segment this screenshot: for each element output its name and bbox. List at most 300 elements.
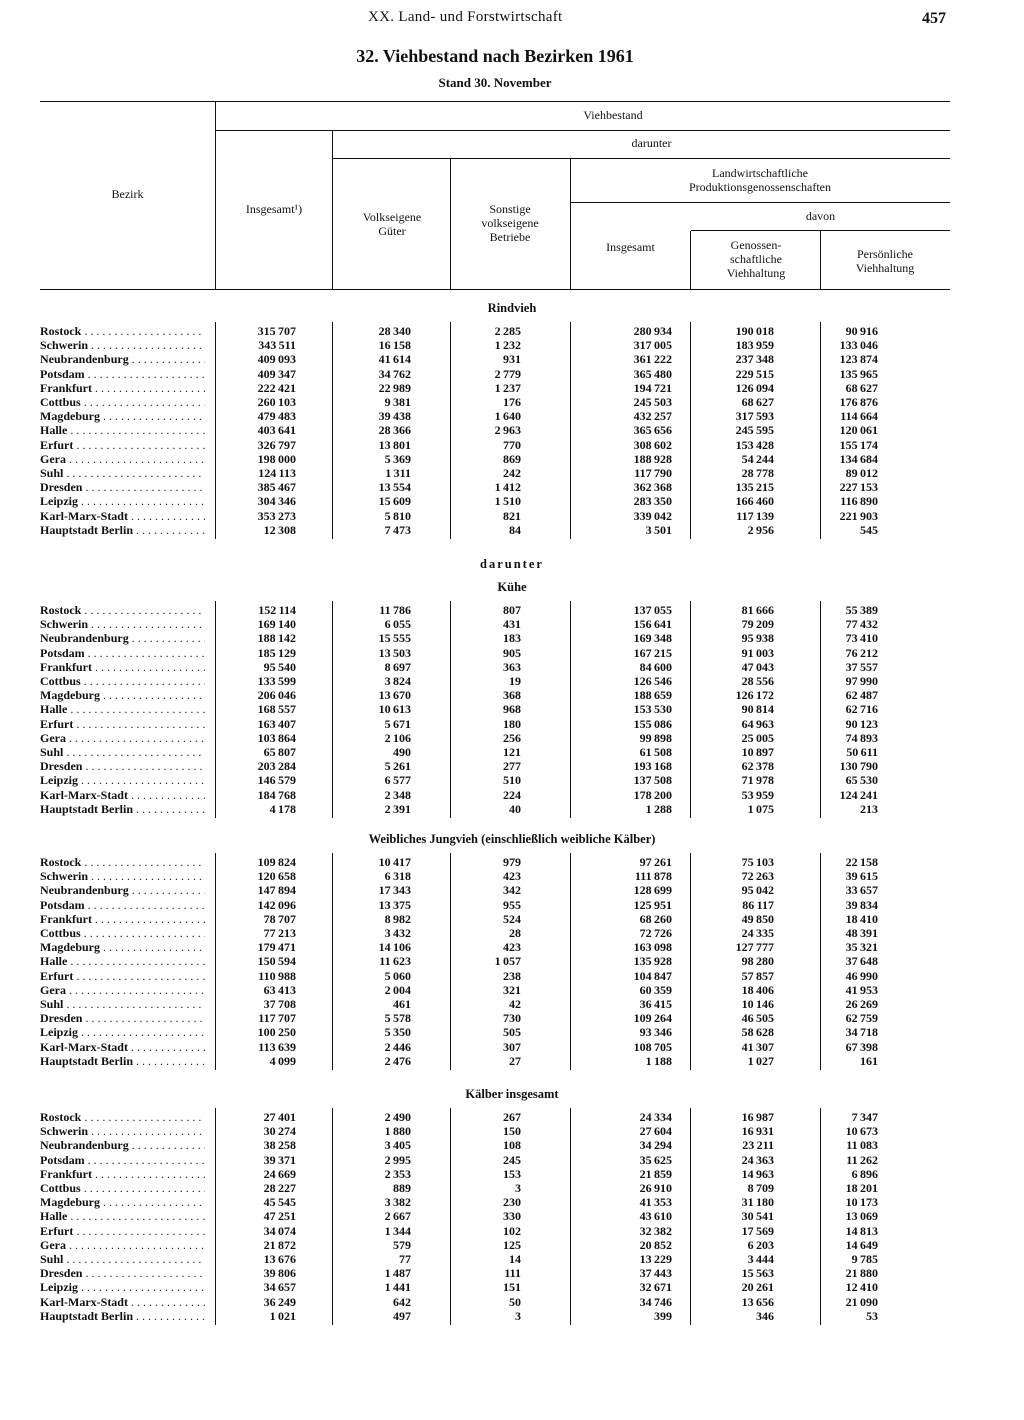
col-divider	[820, 231, 821, 290]
table-cell: 79 209	[741, 617, 774, 632]
table-row	[0, 969, 1024, 983]
bezirk-name: Hauptstadt Berlin . . .	[40, 1054, 205, 1068]
table-cell: 63 413	[263, 982, 296, 997]
table-cell: 2 476	[384, 1053, 411, 1068]
table-cell: 25 005	[741, 730, 774, 745]
table-cell: 62 487	[845, 688, 878, 703]
table-cell: 2 667	[384, 1209, 411, 1224]
table-cell: 353 273	[257, 508, 296, 523]
table-cell: 330	[503, 1209, 521, 1224]
table-cell: 34 074	[263, 1223, 296, 1238]
bezirk-name: Erfurt . . .	[40, 1224, 205, 1238]
table-cell: 245	[503, 1152, 521, 1167]
section-title: Weibliches Jungvieh (einschließlich weibliche Kälber)	[368, 832, 656, 846]
table-cell: 39 834	[845, 897, 878, 912]
col-divider	[690, 1108, 691, 1325]
table-row	[0, 788, 1024, 802]
table-cell: 156 641	[633, 617, 672, 632]
header-lpg: Landwirtschaftliche Produktionsgenossenschaften	[689, 166, 831, 194]
table-cell: 10 146	[741, 997, 774, 1011]
table-cell: 20 852	[639, 1237, 672, 1252]
table-row	[0, 702, 1024, 716]
table-cell: 75 103	[741, 855, 774, 869]
col-divider	[570, 322, 571, 539]
table-cell: 931	[503, 352, 521, 367]
table-cell: 74 893	[845, 730, 878, 745]
table-cell: 163 098	[633, 940, 672, 955]
table-cell: 34 762	[378, 366, 411, 381]
table-cell: 242	[503, 466, 521, 480]
table-cell: 10 897	[741, 745, 774, 759]
col-divider	[450, 601, 451, 818]
table-cell: 39 806	[263, 1266, 296, 1281]
table-cell: 363	[503, 659, 521, 674]
running-head	[0, 9, 1024, 31]
table-cell: 3 405	[384, 1138, 411, 1153]
table-cell: 90 916	[845, 324, 878, 338]
bezirk-name: Hauptstadt Berlin . . .	[40, 523, 205, 537]
table-cell: 167 215	[633, 645, 672, 660]
table-cell: 176	[503, 395, 521, 409]
table-cell: 32 671	[639, 1280, 672, 1295]
table-cell: 1 441	[384, 1280, 411, 1295]
table-cell: 432 257	[633, 409, 672, 424]
table-cell: 304 346	[257, 494, 296, 509]
table-row	[0, 338, 1024, 352]
section-pre-title: darunter	[480, 557, 544, 571]
table-cell: 1 344	[384, 1223, 411, 1238]
table-cell: 121	[503, 745, 521, 759]
table-row	[0, 617, 1024, 631]
table-cell: 133 046	[839, 338, 878, 353]
table-row	[0, 1280, 1024, 1294]
table-cell: 58 628	[741, 1025, 774, 1040]
bezirk-name: Schwerin . . .	[40, 338, 205, 352]
table-cell: 6 055	[384, 617, 411, 632]
table-cell: 179 471	[257, 940, 296, 955]
table-cell: 2 779	[494, 366, 521, 381]
table-cell: 38 258	[263, 1138, 296, 1153]
bezirk-name: Karl-Marx-Stadt . . .	[40, 1295, 205, 1309]
table-cell: 20 261	[741, 1280, 774, 1295]
table-cell: 39 371	[263, 1152, 296, 1167]
table-cell: 95 938	[741, 631, 774, 646]
table-cell: 153 428	[735, 437, 774, 452]
table-cell: 126 094	[735, 380, 774, 395]
bezirk-name: Frankfurt . . .	[40, 381, 205, 395]
table-cell: 28 556	[741, 674, 774, 688]
table-cell: 108	[503, 1138, 521, 1153]
table-cell: 315 707	[257, 324, 296, 338]
table-row	[0, 1110, 1024, 1124]
table-cell: 41 307	[741, 1039, 774, 1054]
table-cell: 213	[860, 801, 878, 816]
table-cell: 22 989	[378, 380, 411, 395]
bezirk-name: Schwerin . . .	[40, 617, 205, 631]
table-cell: 16 987	[741, 1110, 774, 1124]
table-cell: 6 577	[384, 773, 411, 788]
table-cell: 2 004	[384, 982, 411, 997]
table-cell: 110 988	[258, 968, 296, 983]
table-cell: 222 421	[257, 380, 296, 395]
table-row	[0, 940, 1024, 954]
table-cell: 7 473	[384, 522, 411, 537]
table-cell: 11 262	[846, 1152, 878, 1167]
table-cell: 317 593	[735, 409, 774, 424]
bezirk-name: Dresden . . .	[40, 1011, 205, 1025]
table-cell: 30 541	[741, 1209, 774, 1224]
table-cell: 16 158	[378, 338, 411, 353]
table-cell: 14 813	[845, 1223, 878, 1238]
table-cell: 35 625	[639, 1152, 672, 1167]
table-cell: 2 391	[384, 801, 411, 816]
bezirk-name: Suhl . . .	[40, 997, 205, 1011]
table-cell: 31 180	[741, 1195, 774, 1210]
table-row	[0, 1153, 1024, 1167]
table-cell: 111	[504, 1266, 521, 1281]
table-row	[0, 381, 1024, 395]
bezirk-name: Leipzig . . .	[40, 773, 205, 787]
bezirk-name: Halle . . .	[40, 423, 205, 437]
table-cell: 36 415	[639, 997, 672, 1011]
table-cell: 15 555	[378, 631, 411, 646]
table-row	[0, 731, 1024, 745]
table-row	[0, 802, 1024, 816]
header-rule	[571, 202, 950, 203]
table-cell: 2 106	[384, 730, 411, 745]
table-row	[0, 1054, 1024, 1068]
table-cell: 21 872	[263, 1237, 296, 1252]
table-cell: 13 801	[378, 437, 411, 452]
table-cell: 26 910	[639, 1181, 672, 1195]
table-cell: 905	[503, 645, 521, 660]
bezirk-name: Potsdam . . .	[40, 646, 205, 660]
table-cell: 12 410	[845, 1280, 878, 1295]
table-cell: 133 599	[257, 674, 296, 688]
table-cell: 67 398	[845, 1039, 878, 1054]
bezirk-name: Dresden . . .	[40, 1266, 205, 1280]
table-cell: 18 406	[741, 982, 774, 997]
header-volkseigene: Volkseigene Güter	[362, 210, 422, 238]
table-cell: 3 432	[384, 926, 411, 940]
table-cell: 128 699	[633, 883, 672, 898]
table-cell: 2 995	[384, 1152, 411, 1167]
table-subtitle: Stand 30. November	[438, 75, 552, 90]
table-cell: 152 114	[258, 603, 296, 617]
bezirk-name: Leipzig . . .	[40, 494, 205, 508]
table-cell: 62 716	[845, 702, 878, 717]
table-cell: 184 768	[257, 787, 296, 802]
table-row	[0, 759, 1024, 773]
table-cell: 14	[509, 1252, 521, 1266]
table-cell: 365 656	[633, 423, 672, 438]
table-cell: 361 222	[633, 352, 672, 367]
table-cell: 13 554	[378, 480, 411, 495]
table-cell: 41 614	[378, 352, 411, 367]
table-cell: 39 615	[845, 869, 878, 884]
table-cell: 308 602	[633, 437, 672, 452]
table-cell: 45 545	[263, 1195, 296, 1210]
table-cell: 90 814	[741, 702, 774, 717]
table-cell: 230	[503, 1195, 521, 1210]
table-cell: 11 083	[846, 1138, 878, 1153]
table-cell: 93 346	[639, 1025, 672, 1040]
col-divider	[570, 1108, 571, 1325]
table-cell: 37 557	[845, 659, 878, 674]
table-cell: 39 438	[378, 409, 411, 424]
table-cell: 103 864	[257, 730, 296, 745]
table-cell: 11 786	[379, 603, 411, 617]
table-row	[0, 898, 1024, 912]
table-cell: 183 959	[735, 338, 774, 353]
table-cell: 326 797	[257, 437, 296, 452]
col-divider	[332, 131, 333, 290]
table-cell: 42	[509, 997, 521, 1011]
table-cell: 238	[503, 968, 521, 983]
table-cell: 95 540	[263, 659, 296, 674]
table-cell: 41 953	[845, 982, 878, 997]
bezirk-name: Gera . . .	[40, 983, 205, 997]
table-cell: 150	[503, 1124, 521, 1139]
table-cell: 490	[393, 745, 411, 759]
bezirk-name: Potsdam . . .	[40, 898, 205, 912]
table-cell: 73 410	[845, 631, 878, 646]
table-cell: 9 785	[851, 1252, 878, 1266]
table-cell: 403 641	[257, 423, 296, 438]
table-row	[0, 1295, 1024, 1309]
table-cell: 89 012	[845, 466, 878, 480]
col-divider	[820, 1108, 821, 1325]
table-row	[0, 1138, 1024, 1152]
bezirk-name: Rostock . . .	[40, 855, 205, 869]
bezirk-name: Neubrandenburg . . .	[40, 1138, 205, 1152]
table-cell: 180	[503, 716, 521, 731]
table-title: 32. Viehbestand nach Bezirken 1961	[356, 46, 634, 66]
table-cell: 135 965	[839, 366, 878, 381]
table-cell: 15 609	[378, 494, 411, 509]
bezirk-name: Hauptstadt Berlin . . .	[40, 1309, 205, 1323]
table-row	[0, 466, 1024, 480]
table-cell: 153 530	[633, 702, 672, 717]
table-cell: 579	[393, 1237, 411, 1252]
table-cell: 505	[503, 1025, 521, 1040]
table-cell: 12 308	[263, 522, 296, 537]
table-cell: 34 718	[845, 1025, 878, 1040]
table-cell: 65 530	[845, 773, 878, 788]
table-cell: 77	[399, 1252, 411, 1266]
col-divider	[450, 159, 451, 290]
bezirk-name: Potsdam . . .	[40, 367, 205, 381]
table-cell: 28	[509, 926, 521, 940]
table-cell: 46 990	[845, 968, 878, 983]
table-cell: 37 708	[263, 997, 296, 1011]
table-cell: 5 369	[384, 451, 411, 466]
table-cell: 343 511	[258, 338, 296, 353]
table-cell: 1 188	[645, 1053, 672, 1068]
table-cell: 13 375	[378, 897, 411, 912]
table-row	[0, 912, 1024, 926]
table-cell: 10 417	[378, 855, 411, 869]
table-row	[0, 423, 1024, 437]
bezirk-name: Cottbus . . .	[40, 926, 205, 940]
table-cell: 127 777	[735, 940, 774, 955]
table-cell: 34 746	[639, 1294, 672, 1309]
table-cell: 260 103	[257, 395, 296, 409]
table-cell: 21 880	[845, 1266, 878, 1281]
table-row	[0, 1167, 1024, 1181]
table-cell: 1 027	[747, 1053, 774, 1068]
header-sonstige: Sonstige volkseigene Betriebe	[481, 202, 539, 244]
bezirk-name: Rostock . . .	[40, 1110, 205, 1124]
table-cell: 72 726	[639, 926, 672, 940]
table-cell: 18 201	[845, 1181, 878, 1195]
table-cell: 5 261	[384, 759, 411, 774]
bezirk-name: Magdeburg . . .	[40, 409, 205, 423]
table-cell: 48 391	[845, 926, 878, 940]
table-cell: 68 260	[639, 911, 672, 926]
table-cell: 3 444	[747, 1252, 774, 1266]
table-cell: 183	[503, 631, 521, 646]
table-cell: 227 153	[839, 480, 878, 495]
table-cell: 60 359	[639, 982, 672, 997]
table-cell: 81 666	[741, 603, 774, 617]
bezirk-name: Magdeburg . . .	[40, 940, 205, 954]
table-cell: 28 778	[741, 466, 774, 480]
table-row	[0, 745, 1024, 759]
table-row	[0, 1025, 1024, 1039]
table-cell: 28 227	[263, 1181, 296, 1195]
table-row	[0, 1181, 1024, 1195]
table-cell: 1 640	[494, 409, 521, 424]
col-divider	[450, 322, 451, 539]
table-cell: 3	[515, 1308, 521, 1323]
header-top-rule	[40, 101, 950, 102]
table-cell: 100 250	[257, 1025, 296, 1040]
table-cell: 3 824	[384, 674, 411, 688]
table-row	[0, 926, 1024, 940]
table-cell: 102	[503, 1223, 521, 1238]
bezirk-name: Frankfurt . . .	[40, 660, 205, 674]
table-cell: 869	[503, 451, 521, 466]
bezirk-name: Gera . . .	[40, 1238, 205, 1252]
table-row	[0, 1195, 1024, 1209]
col-divider	[332, 1108, 333, 1325]
header-bottom-rule	[40, 289, 950, 290]
table-cell: 13 503	[378, 645, 411, 660]
table-cell: 169 348	[633, 631, 672, 646]
bezirk-name: Cottbus . . .	[40, 674, 205, 688]
table-row	[0, 631, 1024, 645]
table-cell: 979	[503, 855, 521, 869]
bezirk-name: Schwerin . . .	[40, 1124, 205, 1138]
table-cell: 497	[393, 1308, 411, 1323]
table-cell: 5 350	[384, 1025, 411, 1040]
bezirk-name: Rostock . . .	[40, 603, 205, 617]
table-cell: 194 721	[633, 380, 672, 395]
col-divider	[332, 601, 333, 818]
col-divider	[332, 853, 333, 1070]
bezirk-name: Erfurt . . .	[40, 717, 205, 731]
table-cell: 135 215	[735, 480, 774, 495]
table-cell: 321	[503, 982, 521, 997]
bezirk-name: Leipzig . . .	[40, 1280, 205, 1294]
table-cell: 409 347	[257, 366, 296, 381]
table-cell: 166 460	[735, 494, 774, 509]
col-divider	[332, 322, 333, 539]
table-cell: 95 042	[741, 883, 774, 898]
table-row	[0, 1238, 1024, 1252]
table-cell: 135 928	[633, 954, 672, 969]
bezirk-name: Gera . . .	[40, 452, 205, 466]
table-cell: 770	[503, 437, 521, 452]
table-cell: 72 263	[741, 869, 774, 884]
table-cell: 19	[509, 674, 521, 688]
bezirk-name: Leipzig . . .	[40, 1025, 205, 1039]
table-cell: 2 353	[384, 1166, 411, 1181]
table-cell: 1 075	[747, 801, 774, 816]
table-cell: 64 963	[741, 716, 774, 731]
bezirk-name: Karl-Marx-Stadt . . .	[40, 1040, 205, 1054]
table-cell: 77 213	[263, 926, 296, 940]
table-cell: 97 261	[639, 855, 672, 869]
bezirk-name: Hauptstadt Berlin . . .	[40, 802, 205, 816]
table-cell: 13 676	[263, 1252, 296, 1266]
col-divider	[690, 601, 691, 818]
bezirk-name: Dresden . . .	[40, 480, 205, 494]
col-divider	[690, 231, 691, 290]
bezirk-name: Suhl . . .	[40, 1252, 205, 1266]
table-cell: 169 140	[257, 617, 296, 632]
table-cell: 163 407	[257, 716, 296, 731]
table-cell: 1 510	[494, 494, 521, 509]
bezirk-name: Erfurt . . .	[40, 438, 205, 452]
table-cell: 117 139	[736, 508, 774, 523]
header-viehbestand: Viehbestand	[583, 108, 643, 122]
bezirk-name: Dresden . . .	[40, 759, 205, 773]
table-cell: 245 503	[633, 395, 672, 409]
col-divider	[570, 853, 571, 1070]
table-cell: 27 401	[263, 1110, 296, 1124]
table-cell: 346	[756, 1308, 774, 1323]
table-cell: 8 697	[384, 659, 411, 674]
table-cell: 14 963	[741, 1166, 774, 1181]
table-cell: 1 880	[384, 1124, 411, 1139]
table-cell: 78 707	[263, 911, 296, 926]
table-cell: 11 623	[379, 954, 411, 969]
table-cell: 1 311	[385, 466, 411, 480]
table-cell: 111 878	[634, 869, 672, 884]
table-cell: 13 229	[639, 1252, 672, 1266]
table-cell: 98 280	[741, 954, 774, 969]
table-cell: 123 874	[839, 352, 878, 367]
table-cell: 4 099	[269, 1053, 296, 1068]
table-cell: 3 382	[384, 1195, 411, 1210]
table-cell: 137 055	[633, 603, 672, 617]
table-cell: 8 982	[384, 911, 411, 926]
table-row	[0, 869, 1024, 883]
table-cell: 206 046	[257, 688, 296, 703]
bezirk-name: Suhl . . .	[40, 745, 205, 759]
bezirk-name: Frankfurt . . .	[40, 1167, 205, 1181]
table-row	[0, 1266, 1024, 1280]
bezirk-name: Cottbus . . .	[40, 395, 205, 409]
page-number: 457	[922, 10, 946, 27]
table-cell: 30 274	[263, 1124, 296, 1139]
table-cell: 10 673	[845, 1124, 878, 1139]
table-cell: 365 480	[633, 366, 672, 381]
table-cell: 161	[860, 1053, 878, 1068]
table-cell: 524	[503, 911, 521, 926]
